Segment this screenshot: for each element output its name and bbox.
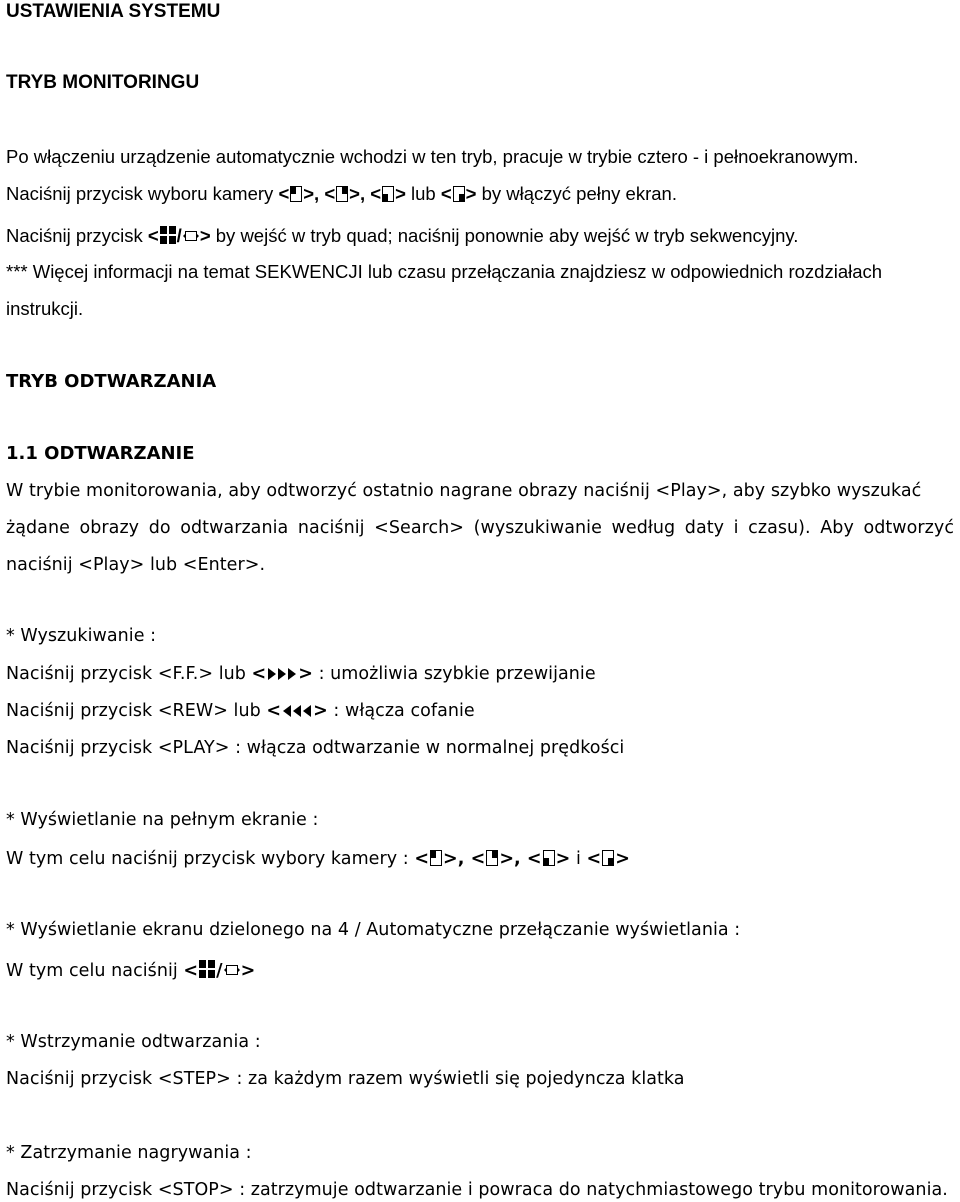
bracket-close: >, [499,849,527,869]
camera-4-icon [602,850,614,866]
monitor-line-5: instrukcji. [6,298,84,319]
playback-para-line-2: żądane obrazy do odtwarzania naciśnij <Search> (wyszukiwanie według daty i czasu). Aby odtworzyć [6,518,954,538]
bracket-open: < [147,225,159,246]
bracket-open: < [251,664,267,684]
bracket-close: > [313,701,328,721]
rewind-icon [282,704,312,718]
monitor-line-1: Po włączeniu urządzenie automatycznie wchodzi w ten tryb, pracuje w trybie cztero - i pełnoekranowym. [6,146,859,167]
fullscreen-line [6,850,630,869]
sequence-icon [224,962,240,978]
bracket-close: > [199,225,211,246]
sequence-icon [183,228,199,244]
text-fragment: by włączyć pełny ekran. [476,183,677,204]
text-fragment: by wejść w tryb quad; naciśnij ponownie aby wejść w tryb sekwencyjny. [210,225,799,246]
monitor-line-2 [6,185,677,204]
bracket-close: > [298,664,313,684]
pause-title: * Wstrzymanie odtwarzania : [6,1032,261,1052]
playback-subheading: 1.1 ODTWARZANIE [6,443,195,464]
stop-title: * Zatrzymanie nagrywania : [6,1143,252,1163]
bracket-close: >, [443,849,471,869]
playback-para-line-3: naciśnij <Play> lub <Enter>. [6,555,266,575]
search-rew-line [6,703,475,721]
split-title: * Wyświetlanie ekranu dzielonego na 4 / Automatyczne przełączanie wyświetlania : [6,920,741,940]
monitor-line-3 [6,226,798,246]
bracket-open: < [370,183,382,204]
text-fragment: W tym celu naciśnij przycisk wybory kamery : [6,849,415,869]
bracket-open: < [586,849,602,869]
monitor-line-4: *** Więcej informacji na temat SEKWENCJI lub czasu przełączania znajdziesz w odpowiednich rozdziałach [6,261,883,282]
fast-forward-icon [267,667,297,681]
camera-3-icon [382,186,394,202]
fullscreen-title: * Wyświetlanie na pełnym ekranie : [6,810,319,830]
bracket-close: > [555,849,571,869]
text-fragment: Naciśnij przycisk [6,225,148,246]
slash: / [216,961,223,981]
split-line [6,960,255,981]
bracket-open: < [440,183,452,204]
camera-2-icon [336,186,348,202]
bracket-open: < [414,849,430,869]
search-title: * Wyszukiwanie : [6,626,157,646]
bracket-open: < [278,183,290,204]
camera-2-icon [486,850,498,866]
search-play-line: Naciśnij przycisk <PLAY> : włącza odtwarzanie w normalnej prędkości [6,738,625,758]
text-fragment: lub [405,183,441,204]
bracket-close: > [615,849,630,869]
bracket-open: < [183,961,199,981]
text-fragment: Naciśnij przycisk wyboru kamery [6,183,279,204]
playback-heading: TRYB ODTWARZANIA [6,371,217,392]
text-fragment: i [570,849,587,869]
camera-1-icon [290,186,302,202]
text-fragment: : umożliwia szybkie przewijanie [312,664,596,684]
search-ff-line [6,666,596,684]
camera-1-icon [430,850,442,866]
bracket-open: < [470,849,486,869]
text-fragment: Naciśnij przycisk <REW> lub [6,701,267,721]
camera-3-icon [543,850,555,866]
text-fragment: Naciśnij przycisk <F.F.> lub [6,664,252,684]
monitor-heading: TRYB MONITORINGU [6,72,200,93]
bracket-close: >, [303,183,325,204]
slash: / [176,225,182,246]
bracket-close: > [465,183,477,204]
paragraph-text: W trybie monitorowania, aby odtworzyć ostatnio nagrane obrazy naciśnij <Play>, aby szybko wyszukać [6,481,922,501]
bracket-open: < [324,183,336,204]
bracket-close: > [395,183,406,204]
quad-view-icon [199,960,215,978]
bracket-open: < [266,701,282,721]
pause-line: Naciśnij przycisk <STEP> : za każdym razem wyświetli się pojedyncza klatka [6,1069,685,1089]
text-fragment: W tym celu naciśnij [6,961,184,981]
playback-para-line-1 [6,483,954,501]
quad-view-icon [160,226,176,244]
bracket-close: >, [349,183,371,204]
stop-line: Naciśnij przycisk <STOP> : zatrzymuje odtwarzanie i powraca do natychmiastowego trybu monitorowania. [6,1180,948,1200]
bracket-open: < [526,849,542,869]
page-title: USTAWIENIA SYSTEMU [6,1,221,22]
text-fragment: : włącza cofanie [327,701,475,721]
camera-4-icon [453,186,465,202]
bracket-close: > [240,961,256,981]
